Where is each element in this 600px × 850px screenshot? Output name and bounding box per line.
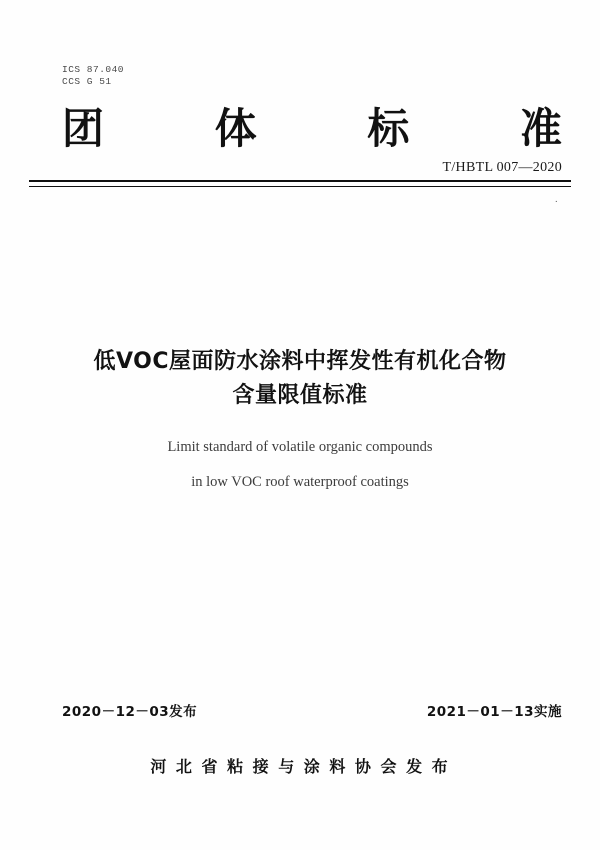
classification-codes	[62, 64, 124, 88]
effective-date: 2021－01－13实施	[426, 704, 562, 720]
header-rule-thin	[29, 186, 571, 187]
page-dot-mark: ·	[554, 196, 558, 207]
ccs-code: CCS G 51	[62, 76, 112, 87]
page-title	[0, 345, 600, 413]
banner-title	[62, 96, 562, 156]
banner-char-3: 标	[367, 104, 410, 153]
page-subtitle-english	[0, 430, 600, 500]
date-row	[62, 700, 562, 720]
ics-code: ICS 87.040	[62, 64, 125, 75]
standard-number: T/HBTL 007—2020	[442, 160, 562, 175]
banner-char-4: 准	[519, 104, 562, 153]
header-rule-thick	[29, 180, 571, 182]
banner-char-2: 体	[214, 104, 257, 153]
issuing-organization: 河 北 省 粘 接 与 涂 料 协 会 发 布	[150, 757, 450, 776]
issue-date: 2020－12－03发布	[62, 704, 198, 720]
title-cn-line-1: 低VOC屋面防水涂料中挥发性有机化合物	[93, 349, 507, 374]
title-en-line-1: Limit standard of volatile organic compounds	[167, 439, 433, 455]
banner-char-1: 团	[62, 104, 105, 153]
title-cn-line-2: 含量限值标准	[232, 383, 368, 408]
title-en-line-2: in low VOC roof waterproof coatings	[191, 474, 409, 490]
